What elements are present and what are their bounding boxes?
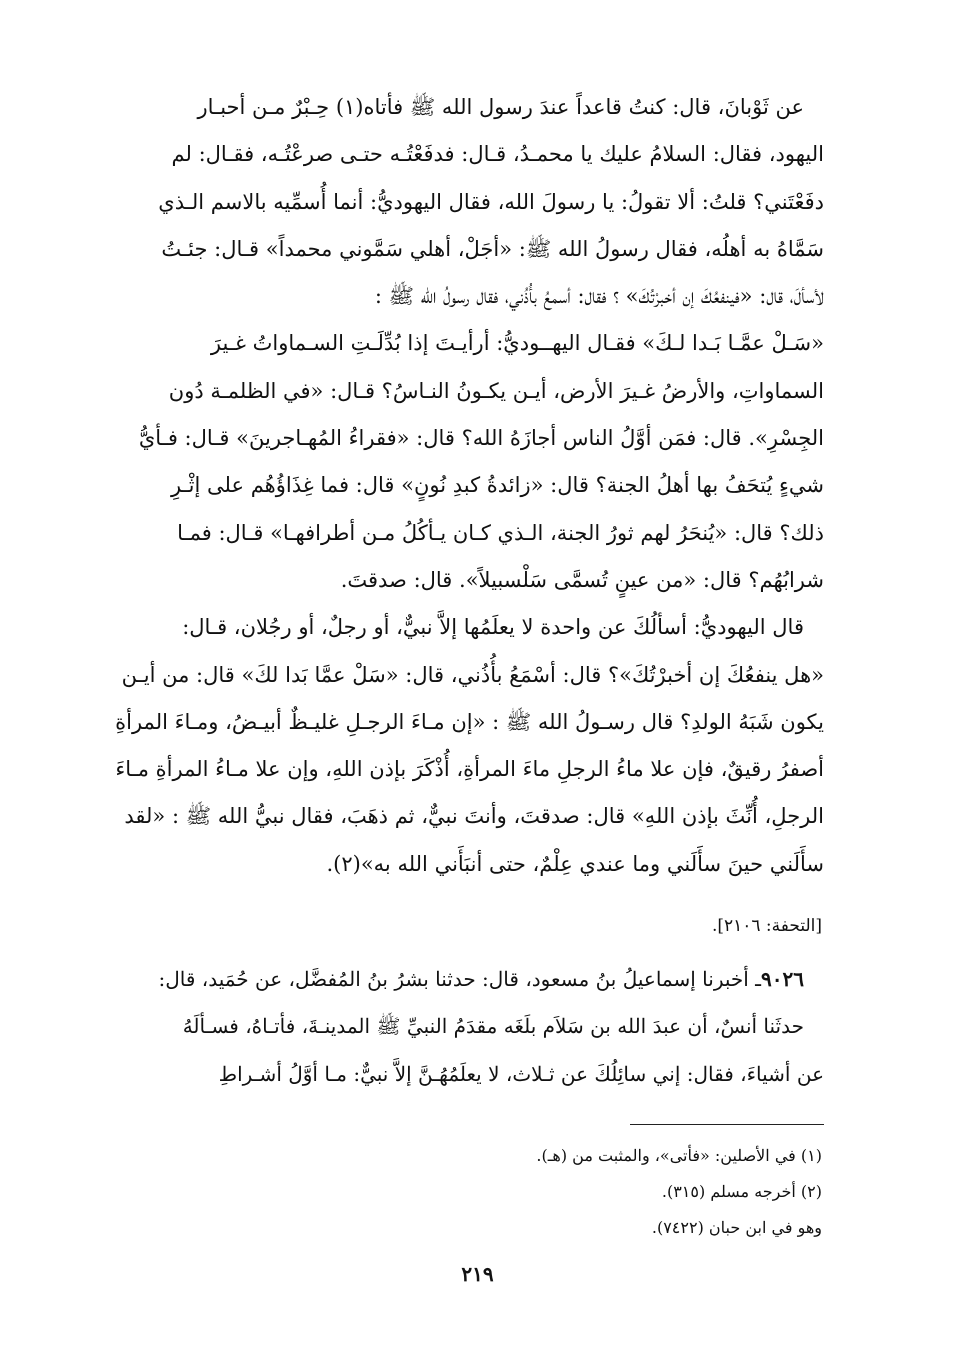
hadith-first-line xyxy=(112,956,824,1003)
text-line: لأسألَ، قال: «فينفعُكَ إن أخبرْتُكَ» ؟ فقال: أسمعُ بأُذُني، فقال رسولُ الله ﷺ : xyxy=(374,284,824,309)
footnote-2: (٢) أخرجه مسلم (٣١٥). xyxy=(661,1182,822,1201)
text-line: «هل ينفعُكَ إن أخبرْتُكَ»؟ قال: أسْمَعُ بأُذُني، قال: «سَلْ عمَّا بَدا لكَ» قال: من أيـن xyxy=(121,662,824,687)
text-line: السماواتِ، والأرضُ غـيرَ الأرض، أيـن يكـونُ النـاسُ؟ قـال: «في الظلمـة دُون xyxy=(168,378,824,403)
text-line: دفَعْتَني؟ قلتُ: ألا تقولُ: يا رسولَ الله، فقال اليهوديُّ: أنما أُسمِّيه بالاسم الـذي xyxy=(158,189,824,214)
text-line: الرجلِ، أُنِّثَ بإذن اللهِ» قال: صدقتَ، وأنتَ نبيٌّ، ثم ذهَبَ، فقال نبيُّ الله ﷺ : «لقد xyxy=(124,804,824,829)
text-line: قال اليهوديُّ: أسألُكَ عن واحدة لا يعلَمُها إلاَّ نبيٌّ، أو رجلٌ، أو رجُلان، قـال: xyxy=(182,615,804,640)
hadith-text xyxy=(112,84,824,888)
text-line: سَمَّاهُ به أهلُه، فقال رسولُ الله ﷺ: «أجَلْ، أهلي سَمَّوني محمداً» قـال: جئـتُ xyxy=(161,236,824,261)
footnote-2-continuation: وهو في ابن حبان (٧٤٢٢). xyxy=(651,1218,822,1237)
hadith-number: ٩٠٢٦ xyxy=(761,967,804,991)
text-line: عن أشياءَ، فقال: إني سائِلُكَ عن ثـلاث، لا يعلَمُهُـنَّ إلاَّ نبيٌّ: مـا أوَّلُ أشـراطِ xyxy=(218,1061,824,1086)
tuhfa-citation: [التحفة: ٢١٠٦]. xyxy=(711,916,822,936)
text-line: يكون شَبَهُ الولدِ؟ قال رسـولُ الله ﷺ : «إن مـاءَ الرجـلِ غليـظٌ أبيـضُ، ومـاءَ المرأةِ xyxy=(115,709,824,734)
footnotes xyxy=(300,1138,822,1246)
text-line: عن ثَوْبانَ، قال: كنتُ قاعداً عندَ رسول الله ﷺ فأتاه(١) حِـبْرٌ مـن أحبـار xyxy=(197,95,804,119)
text-line: اليهود، فقال: السلامُ عليك يا محمـدُ، قـال: فدفَعْتُـه حتـى صرعْتُـه، فقـال: لم xyxy=(171,142,824,167)
footnote-divider xyxy=(630,1124,824,1125)
page-number: ٢١٩ xyxy=(461,1262,494,1286)
text-line: أصفرُ رقيقٌ، فإن علا ماءُ الرجلِ ماءَ المرأةِ، أُذْكَرَ بإذن اللهِ، وإن علا مـاءُ المرأةِ مـاءَ xyxy=(115,757,824,782)
text-line: ذلك؟ قال: «يُنحَرُ لهم ثورُ الجنة، الـذي كـان يـأكُلُ مـن أطرافهـا» قـال: فمـا xyxy=(177,520,824,545)
text-line: حدثَنا أنسٌ، أن عبدَ الله بن سَلاَم بلَغَه مقدَمُ النبيِّ ﷺ المدينـةَ، فأتـاهُ، فسـألَهُ xyxy=(182,1014,804,1039)
text-line: شرابُهُم؟ قال: «من عينٍ تُسمَّى سَلْسبيلاً». قال: صدقتَ. xyxy=(340,567,824,592)
isnad-text: ـ أخبرنا إسماعيلُ بنُ مسعود، قال: حدثنا بشرُ بنُ المُفضَّل، عن حُمَيد، قال: xyxy=(158,967,762,991)
footnote-1: (١) في الأصلين: «فأتى»، والمثبت من (هـ). xyxy=(536,1146,822,1165)
text-line: شيءٍ يُتحَفُ بها أهلُ الجنة؟ قال: «زائدةُ كبدِ نُونٍ» قال: فما غِذَاؤُهُم على إثْـرِ xyxy=(170,473,824,498)
text-line: سأَلَني حينَ سأَلَني وما عندي عِلْمٌ، حتى أنبَأَني الله به»(٢). xyxy=(326,851,824,876)
hadith-9026 xyxy=(112,956,824,1098)
text-line: الجِسْرِ». قال: فمَن أوَّلُ الناس أجازَهُ الله؟ قال: «فقراءُ المُهـاجرينَ» قـال: فـأيُّ xyxy=(138,426,824,451)
text-line: «سَـلْ عمَّـا بَـدا لـكَ» فقـال اليهــوديُّ: أرأيـتَ إذا بُدِّلَـتِ السـماواتُ غـيرَ xyxy=(210,331,824,356)
